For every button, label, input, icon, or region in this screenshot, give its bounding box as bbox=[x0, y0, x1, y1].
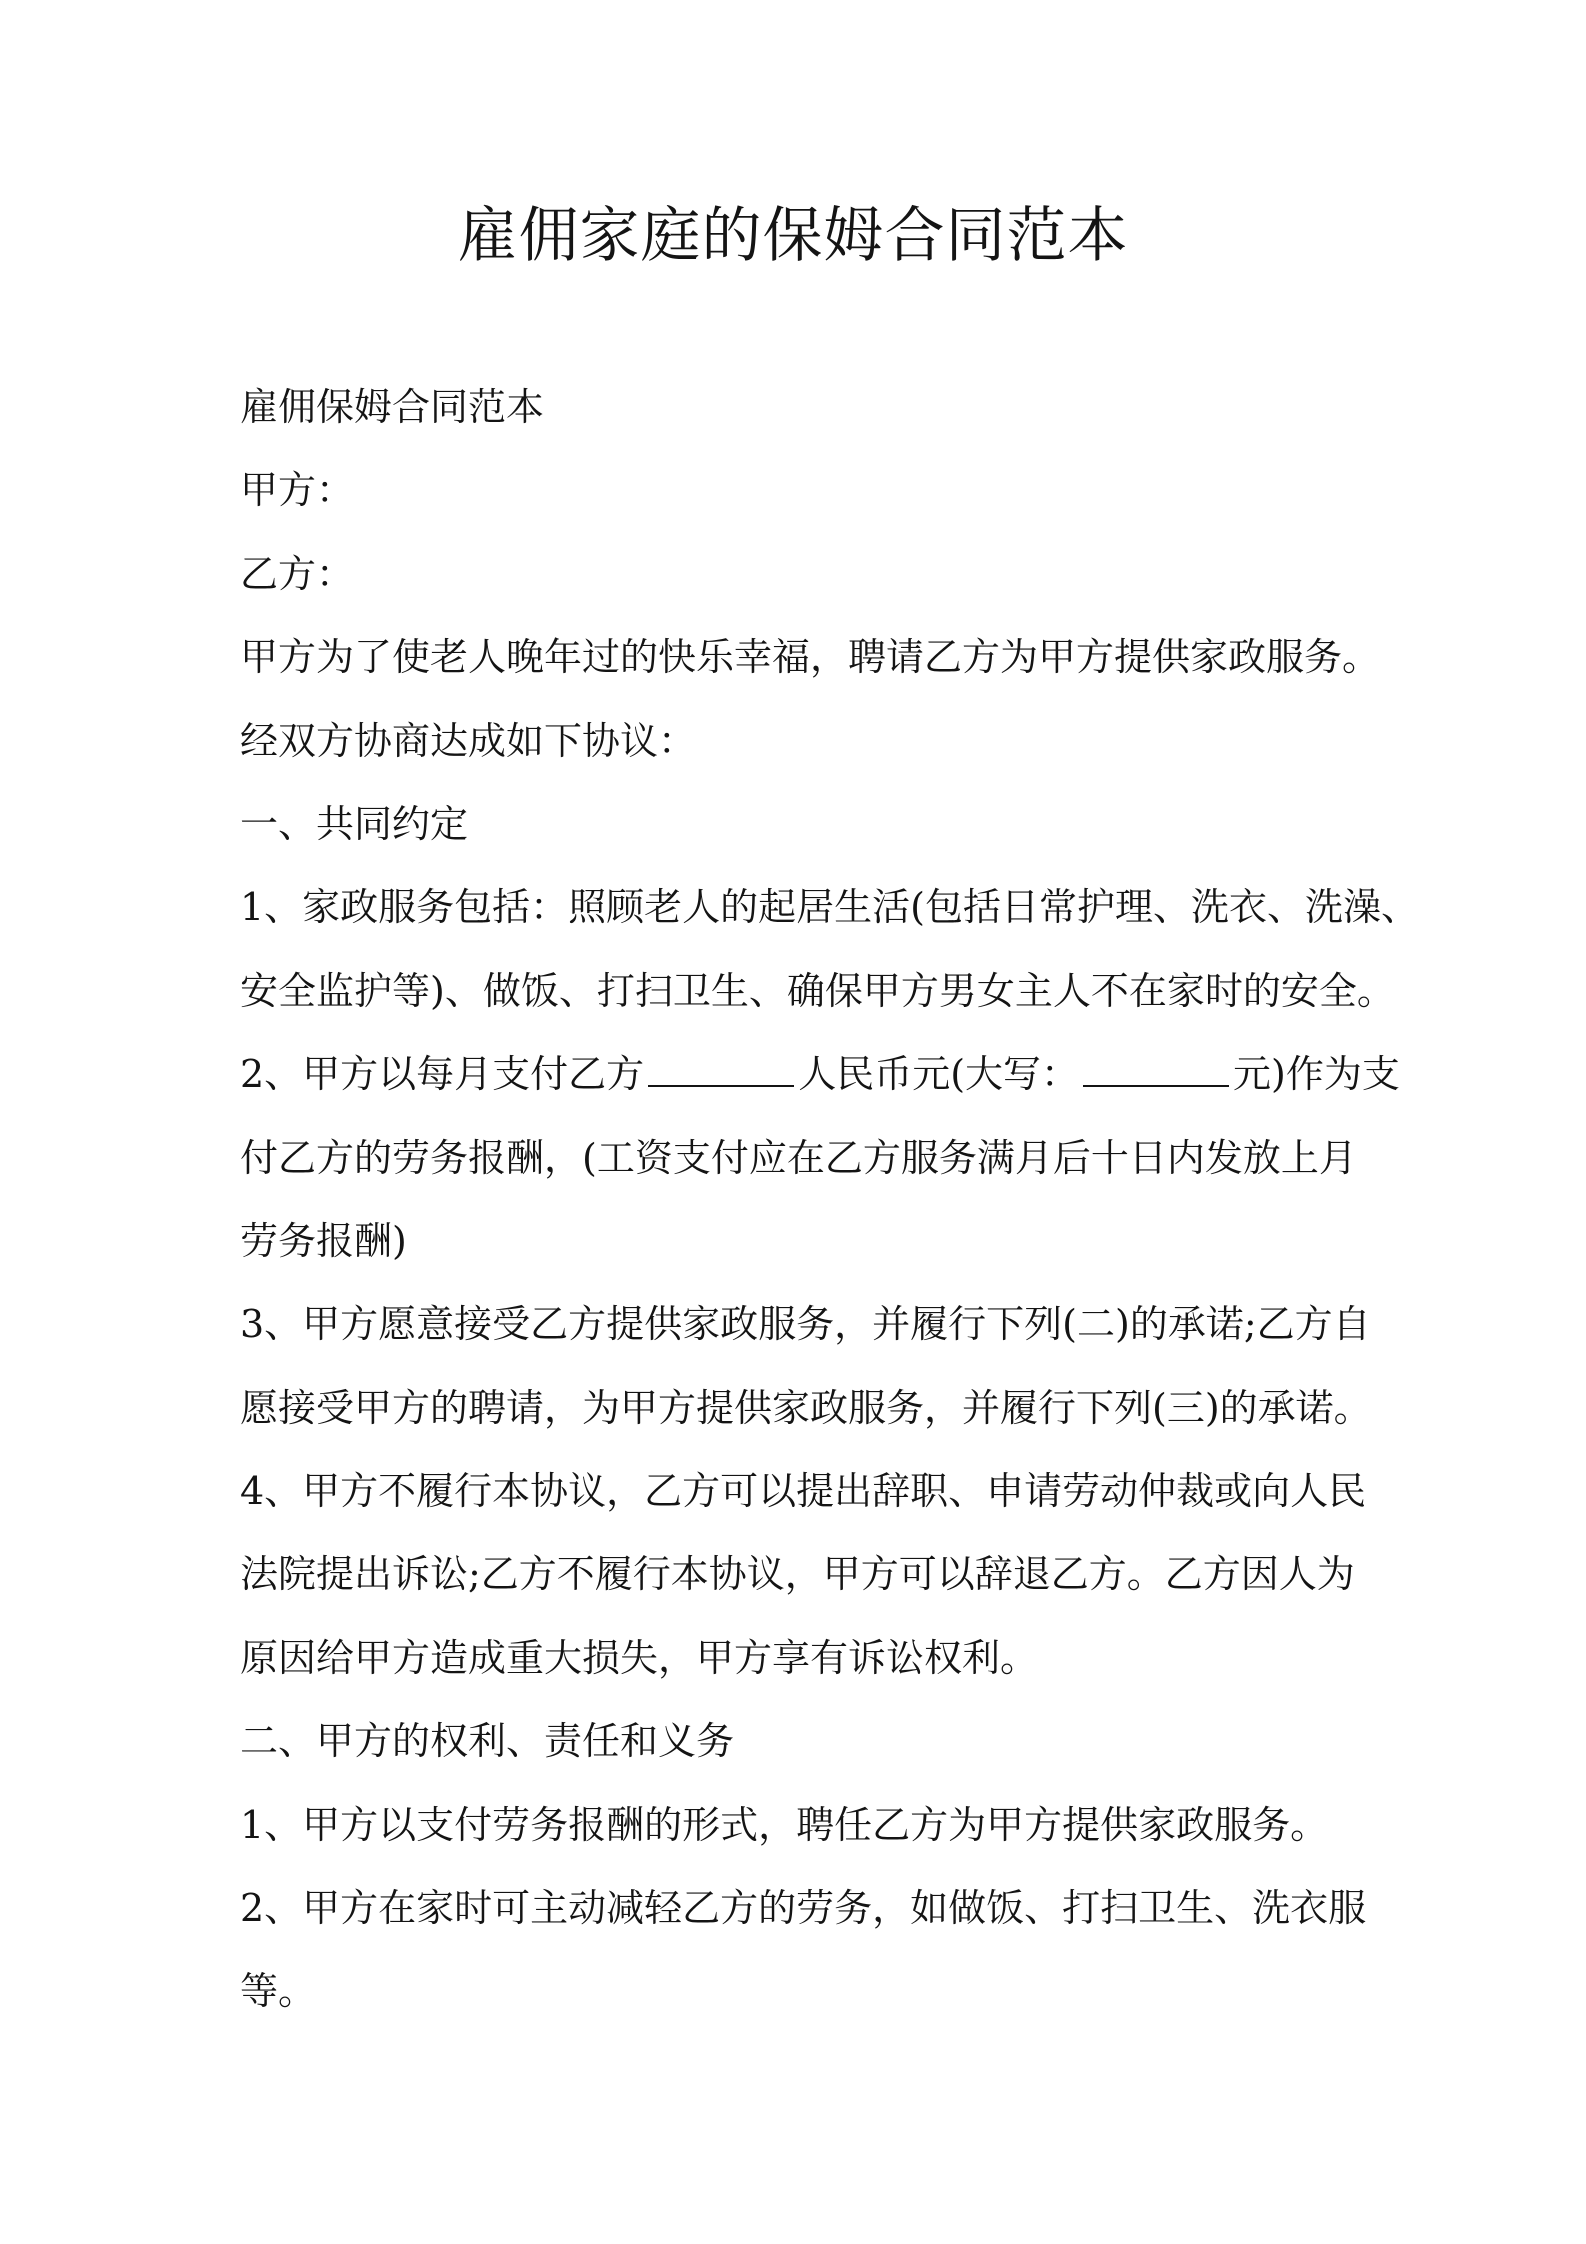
amount-words-blank bbox=[1083, 1055, 1229, 1087]
party-a-line: 甲方： bbox=[240, 468, 355, 513]
text-line: 原因给甲方造成重大损失，甲方享有诉讼权利。 bbox=[240, 1635, 1039, 1680]
document-body bbox=[240, 366, 1420, 2034]
text-line: 1、家政服务包括：照顾老人的起居生活(包括日常护理、洗衣、洗澡、 bbox=[240, 885, 1420, 930]
document-title: 雇佣家庭的保姆合同范本 bbox=[457, 201, 1129, 271]
amount-blank bbox=[648, 1055, 794, 1087]
text-line: 法院提出诉讼;乙方不履行本协议，甲方可以辞退乙方。乙方因人为 bbox=[240, 1552, 1355, 1597]
text-line: 甲方为了使老人晚年过的快乐幸福，聘请乙方为甲方提供家政服务。 bbox=[240, 635, 1381, 680]
text-line: 经双方协商达成如下协议： bbox=[240, 718, 697, 763]
payment-text-2: 人民币元(大写： bbox=[798, 1052, 1080, 1097]
party-b-line: 乙方： bbox=[240, 551, 355, 596]
text-line: 4、甲方不履行本协议，乙方可以提出辞职、申请劳动仲裁或向人民 bbox=[240, 1469, 1367, 1514]
payment-text-3: 元)作为支 bbox=[1233, 1052, 1400, 1097]
payment-text-1: 2、甲方以每月支付乙方 bbox=[240, 1052, 645, 1097]
subtitle-line: 雇佣保姆合同范本 bbox=[240, 385, 545, 429]
text-line: 3、甲方愿意接受乙方提供家政服务，并履行下列(二)的承诺;乙方自 bbox=[240, 1302, 1371, 1347]
text-line: 1、甲方以支付劳务报酬的形式，聘任乙方为甲方提供家政服务。 bbox=[240, 1802, 1329, 1847]
text-line: 愿接受甲方的聘请，为甲方提供家政服务，并履行下列(三)的承诺。 bbox=[240, 1385, 1372, 1430]
text-line: 等。 bbox=[240, 1969, 317, 2014]
payment-line bbox=[240, 1033, 1400, 1116]
text-line: 劳务报酬) bbox=[240, 1218, 407, 1263]
section-heading-1: 一、共同约定 bbox=[240, 801, 469, 846]
text-line: 付乙方的劳务报酬，(工资支付应在乙方服务满月后十日内发放上月 bbox=[240, 1135, 1357, 1180]
text-line: 安全监护等)、做饭、打扫卫生、确保甲方男女主人不在家时的安全。 bbox=[240, 968, 1395, 1013]
text-line: 2、甲方在家时可主动减轻乙方的劳务，如做饭、打扫卫生、洗衣服 bbox=[240, 1886, 1367, 1931]
section-heading-2: 二、甲方的权利、责任和义务 bbox=[240, 1719, 735, 1764]
